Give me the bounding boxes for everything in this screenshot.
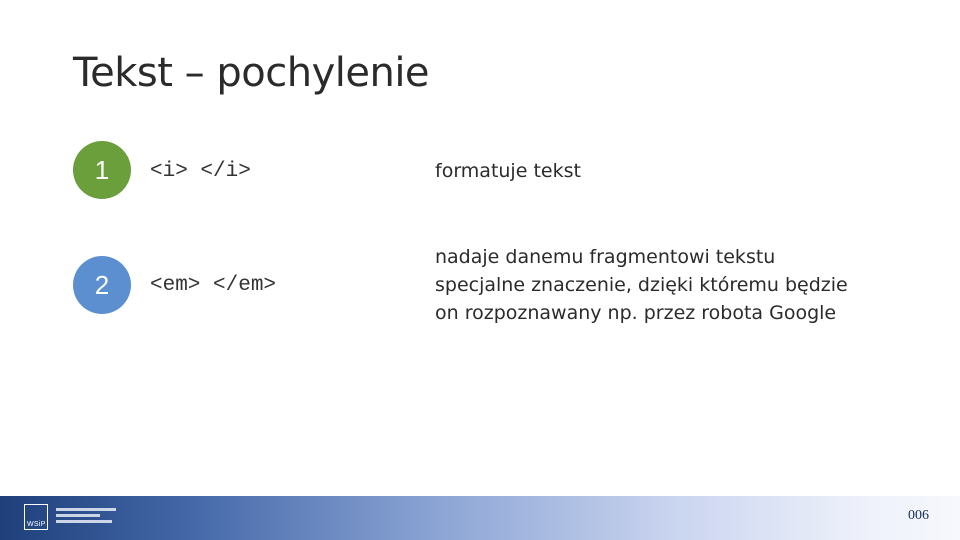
- page-number: 006: [908, 508, 929, 523]
- page-title: Tekst – pochylenie: [73, 50, 430, 96]
- number-badge-1: 1: [73, 141, 131, 199]
- logo-mark-label: WSiP: [27, 521, 46, 528]
- description-2: [435, 243, 885, 327]
- logo-wordmark: [56, 508, 116, 526]
- description-line: nadaje danemu fragmentowi tekstu: [435, 246, 776, 268]
- logo-mark-icon: [24, 504, 48, 530]
- description-line: on rozpoznawany np. przez robota Google: [435, 302, 837, 324]
- footer-bar: [0, 496, 960, 540]
- tag-code-em: <em> </em>: [150, 274, 277, 297]
- description-line: formatuje tekst: [435, 160, 581, 182]
- number-badge-2: 2: [73, 256, 131, 314]
- description-1: [435, 157, 885, 185]
- publisher-logo: [24, 504, 124, 532]
- description-line: specjalne znaczenie, dzięki któremu będzie: [435, 274, 848, 296]
- tag-code-i: <i> </i>: [150, 160, 251, 183]
